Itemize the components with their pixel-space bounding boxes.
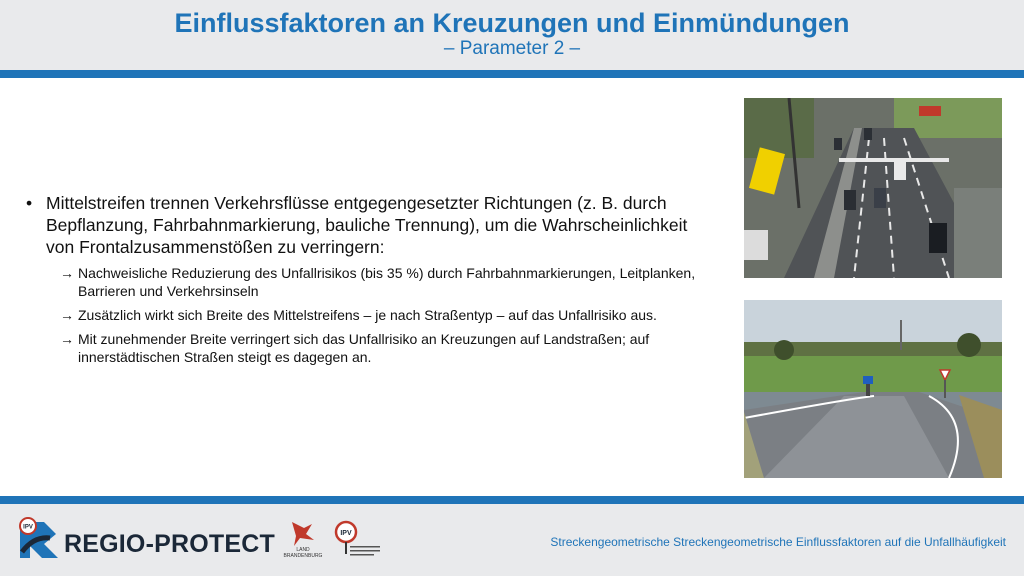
header: [0, 0, 1024, 70]
ipv-logo: [334, 520, 384, 558]
brandenburg-logo: [282, 518, 324, 558]
page-title: Einflussfaktoren an Kreuzungen und Einmündungen: [174, 8, 850, 38]
header-divider: [0, 70, 1024, 78]
arrow-icon: →: [60, 307, 74, 323]
regio-protect-logo-text: REGIO-PROTECT: [64, 530, 275, 558]
footer-divider: [0, 496, 1024, 504]
page-subtitle: – Parameter 2 –: [443, 38, 581, 59]
bullet-text: Mittelstreifen trennen Verkehrsflüsse entgegengesetzter Richtungen (z. B. durch Bepflanzung, Fahrbahnmarkierung, bauliche Trennung), um die Wahrscheinlichkeit von Frontalzusammenstößen zu verringern:: [46, 193, 688, 257]
sub-item: [60, 264, 706, 300]
intersection-photo: [744, 98, 1002, 278]
bullet-icon: •: [26, 193, 33, 213]
brandenburg-label: BRANDENBURG: [283, 553, 323, 558]
footer-caption: Streckengeometrische Streckengeometrische Einflussfaktoren auf die Unfallhäufigkeit: [550, 535, 1006, 549]
arrow-icon: →: [60, 265, 74, 281]
rural-junction-photo: [744, 300, 1002, 478]
arrow-icon: →: [60, 331, 74, 347]
sub-item-text: Zusätzlich wirkt sich Breite des Mittelstreifens – je nach Straßentyp – auf das Unfallrisiko aus.: [78, 307, 657, 323]
regio-protect-logo-icon: [16, 516, 62, 560]
logo-badge-text: IPV: [23, 524, 33, 531]
sub-list: [60, 264, 706, 366]
sub-item-text: Mit zunehmender Breite verringert sich das Unfallrisiko an Kreuzungen auf Landstraßen; auf innerstädtischen Straßen steigt es dagegen an.: [78, 331, 650, 365]
sub-item: [60, 306, 706, 324]
eagle-icon: [292, 522, 314, 546]
bullet-item: [26, 192, 706, 258]
main-content: [26, 192, 706, 372]
sub-item-text: Nachweisliche Reduzierung des Unfallrisikos (bis 35 %) durch Fahrbahnmarkierungen, Leitplanken, Barrieren und Verkehrsinseln: [78, 265, 696, 299]
land-label: LAND: [296, 547, 310, 553]
ipv-badge-text: IPV: [340, 530, 352, 537]
sub-item: [60, 330, 706, 366]
